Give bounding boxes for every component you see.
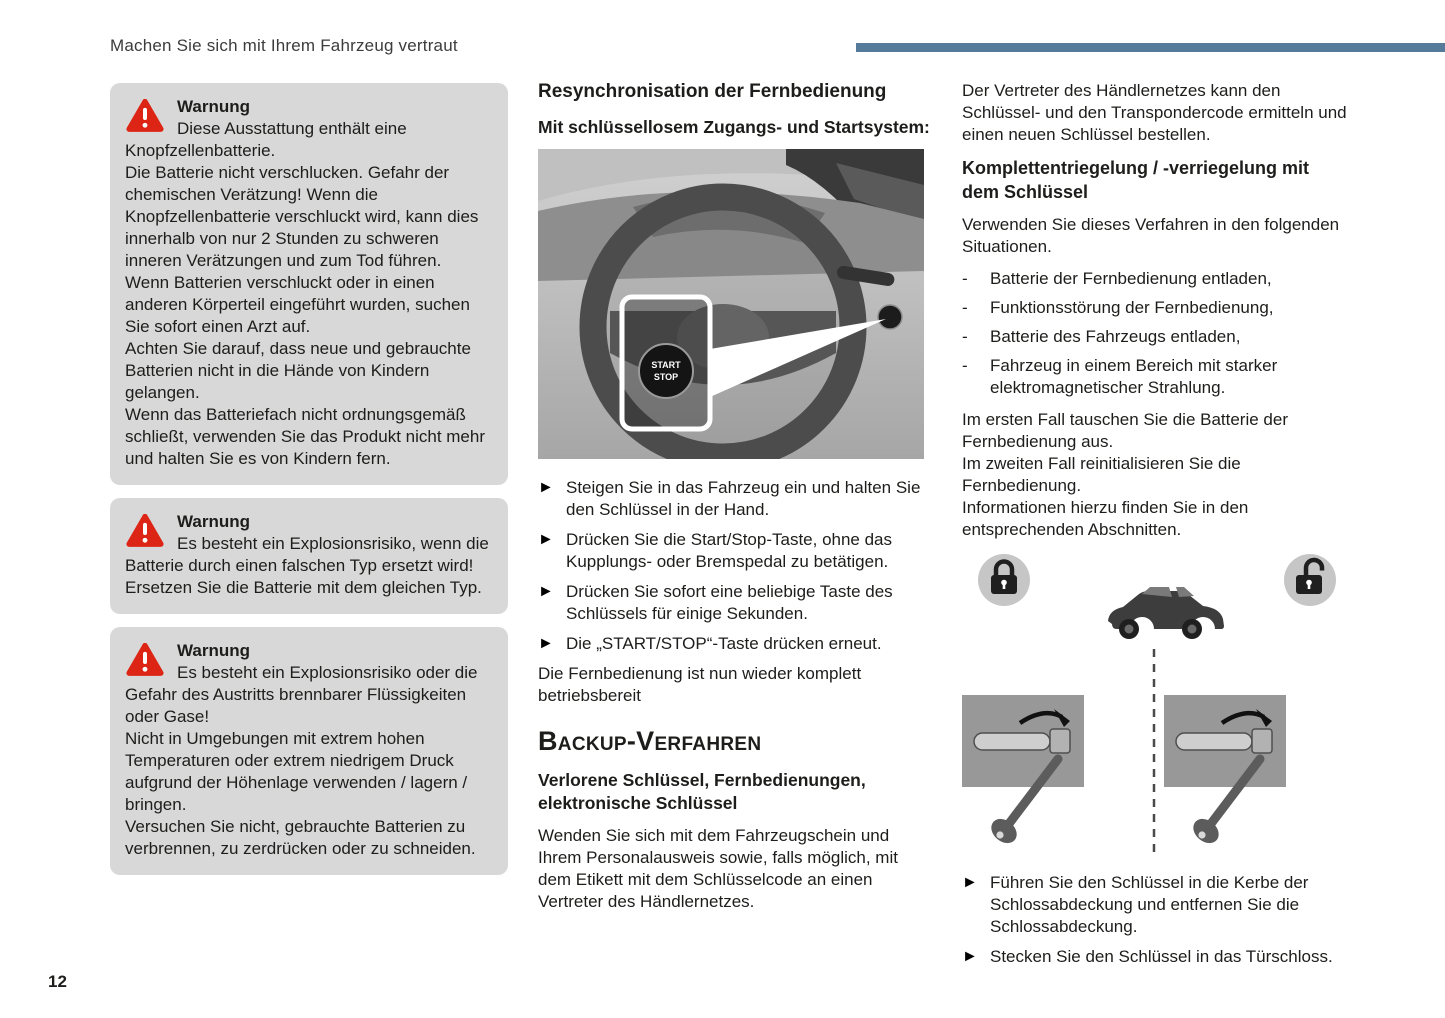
door-handle-left-image — [962, 695, 1084, 848]
warning-text: Diese Ausstattung enthält eine Knopfzellenbatterie. — [125, 119, 407, 160]
list-item — [962, 872, 1350, 938]
situations-intro: Verwenden Sie dieses Verfahren in den folgenden Situationen. — [962, 215, 1340, 256]
list-item — [538, 581, 930, 625]
note-text: Im zweiten Fall reinitialisieren Sie die Fernbedienung. — [962, 454, 1241, 495]
result-text: Die Fernbedienung ist nun wieder komplett betriebsbereit — [538, 664, 862, 705]
left-column — [110, 83, 508, 888]
step-text: Drücken Sie sofort eine beliebige Taste des Schlüssels für einige Sekunden. — [566, 582, 893, 623]
situation-text: Funktionsstörung der Fernbedienung, — [990, 298, 1274, 317]
backup-text: Wenden Sie sich mit dem Fahrzeugschein und Ihrem Personalausweis sowie, falls möglich, mit dem Etikett mit dem Schlüsselcode an einen Vertreter des Händlernetzes. — [538, 826, 898, 911]
lock-closed-icon — [978, 554, 1030, 606]
dealer-intro-text: Der Vertreter des Händlernetzes kann den Schlüssel- und den Transpondercode ermitteln und einen neuen Schlüssel bestellen. — [962, 81, 1347, 144]
warning-title: Warnung — [177, 97, 251, 116]
warning-triangle-icon — [125, 97, 165, 133]
warning-text: Die Batterie nicht verschlucken. Gefahr der chemischen Verätzung! Wenn die Knopfzellenbatterie verschluckt wird, kann dies innerhalb von nur 2 Stunden zu schweren inneren Verätzungen und zum Tod führen. — [125, 163, 479, 270]
list-item — [962, 355, 1350, 399]
door-handle-right-image — [1164, 695, 1286, 848]
warning-text: Es besteht ein Explosionsrisiko, wenn die Batterie durch einen falschen Typ ersetzt wird! Ersetzen Sie die Batterie mit dem gleichen Typ. — [125, 534, 489, 597]
step-arrow-icon: ► — [538, 583, 554, 600]
subheading-keyless: Mit schlüssellosem Zugangs- und Startsystem: — [538, 117, 930, 137]
warning-text: Nicht in Umgebungen mit extrem hohen Temperaturen oder extrem niedrigem Druck aufgrund der Höhenlage verwenden / lagern / bringen. — [125, 729, 468, 814]
warning-text: Versuchen Sie nicht, gebrauchte Batterien zu verbrennen, zu zerdrücken oder zu schneiden. — [125, 817, 476, 858]
dash-bullet: - — [962, 356, 968, 375]
situation-text: Batterie der Fernbedienung entladen, — [990, 269, 1272, 288]
warning-text: Es besteht ein Explosionsrisiko oder die Gefahr des Austritts brennbarer Flüssigkeiten oder Gase! — [125, 663, 478, 726]
warning-title: Warnung — [177, 512, 251, 531]
step-arrow-icon: ► — [962, 948, 978, 965]
situation-text: Batterie des Fahrzeugs entladen, — [990, 327, 1241, 346]
warning-title: Warnung — [177, 641, 251, 660]
dash-bullet: - — [962, 327, 968, 346]
list-item — [538, 529, 930, 573]
header-accent-bar — [856, 43, 1445, 52]
step-arrow-icon: ► — [962, 874, 978, 891]
running-header: Machen Sie sich mit Ihrem Fahrzeug vertraut — [110, 36, 458, 55]
warning-box-temperature — [110, 627, 508, 875]
step-text: Stecken Sie den Schlüssel in das Türschloss. — [990, 947, 1333, 966]
note-text: Im ersten Fall tauschen Sie die Batterie der Fernbedienung aus. — [962, 410, 1288, 451]
step-text: Die „START/STOP“-Taste drücken erneut. — [566, 634, 882, 653]
list-item — [962, 297, 1350, 319]
stop-label: STOP — [653, 372, 679, 382]
list-item — [538, 633, 930, 655]
note-text: Informationen hierzu finden Sie in den entsprechenden Abschnitten. — [962, 498, 1249, 539]
car-icon — [1108, 587, 1224, 639]
steering-wheel-photo — [538, 149, 924, 459]
step-arrow-icon: ► — [538, 635, 554, 652]
section-heading-backup: Backup-Verfahren — [538, 726, 762, 756]
dash-bullet: - — [962, 298, 968, 317]
list-item — [962, 268, 1350, 290]
warning-triangle-icon — [125, 512, 165, 548]
step-text: Drücken Sie die Start/Stop-Taste, ohne das Kupplungs- oder Bremspedal zu betätigen. — [566, 530, 893, 571]
right-column — [962, 80, 1350, 976]
start-label: START — [651, 360, 681, 370]
dash-bullet: - — [962, 269, 968, 288]
list-item — [538, 477, 930, 521]
door-lock-illustration — [962, 553, 1352, 858]
warning-text: Achten Sie darauf, dass neue und gebrauchte Batterien nicht in die Hände von Kindern gelangen. — [125, 339, 471, 402]
step-arrow-icon: ► — [538, 531, 554, 548]
page-number: 12 — [48, 972, 67, 991]
section-heading-unlock: Komplettentriegelung / -verriegelung mit dem Schlüssel — [962, 158, 1310, 202]
callout-box — [622, 297, 710, 429]
step-text: Steigen Sie in das Fahrzeug ein und halten Sie den Schlüssel in der Hand. — [566, 478, 921, 519]
warning-text: Wenn Batterien verschluckt oder in einen anderen Körperteil eingeführt wurden, suchen Sie sofort einen Arzt auf. — [125, 273, 470, 336]
step-text: Führen Sie den Schlüssel in die Kerbe der Schlossabdeckung und entfernen Sie die Schlossabdeckung. — [990, 873, 1309, 936]
start-stop-button — [639, 344, 693, 398]
notes-block — [962, 409, 1350, 541]
warning-text: Wenn das Batteriefach nicht ordnungsgemäß schließt, verwenden Sie das Produkt nicht mehr und halten Sie es von Kindern fern. — [125, 405, 486, 468]
warning-triangle-icon — [125, 641, 165, 677]
subheading-lost-keys: Verlorene Schlüssel, Fernbedienungen, elektronische Schlüssel — [538, 770, 866, 813]
dash-start-stop-button — [878, 305, 902, 329]
lock-open-icon — [1284, 554, 1336, 606]
situation-text: Fahrzeug in einem Bereich mit starker elektromagnetischer Strahlung. — [990, 356, 1278, 397]
middle-column — [538, 80, 930, 913]
warning-box-battery — [110, 83, 508, 485]
list-item — [962, 946, 1350, 968]
step-arrow-icon: ► — [538, 479, 554, 496]
list-item — [962, 326, 1350, 348]
section-heading-resync: Resynchronisation der Fernbedienung — [538, 81, 887, 102]
warning-box-explosion — [110, 498, 508, 614]
